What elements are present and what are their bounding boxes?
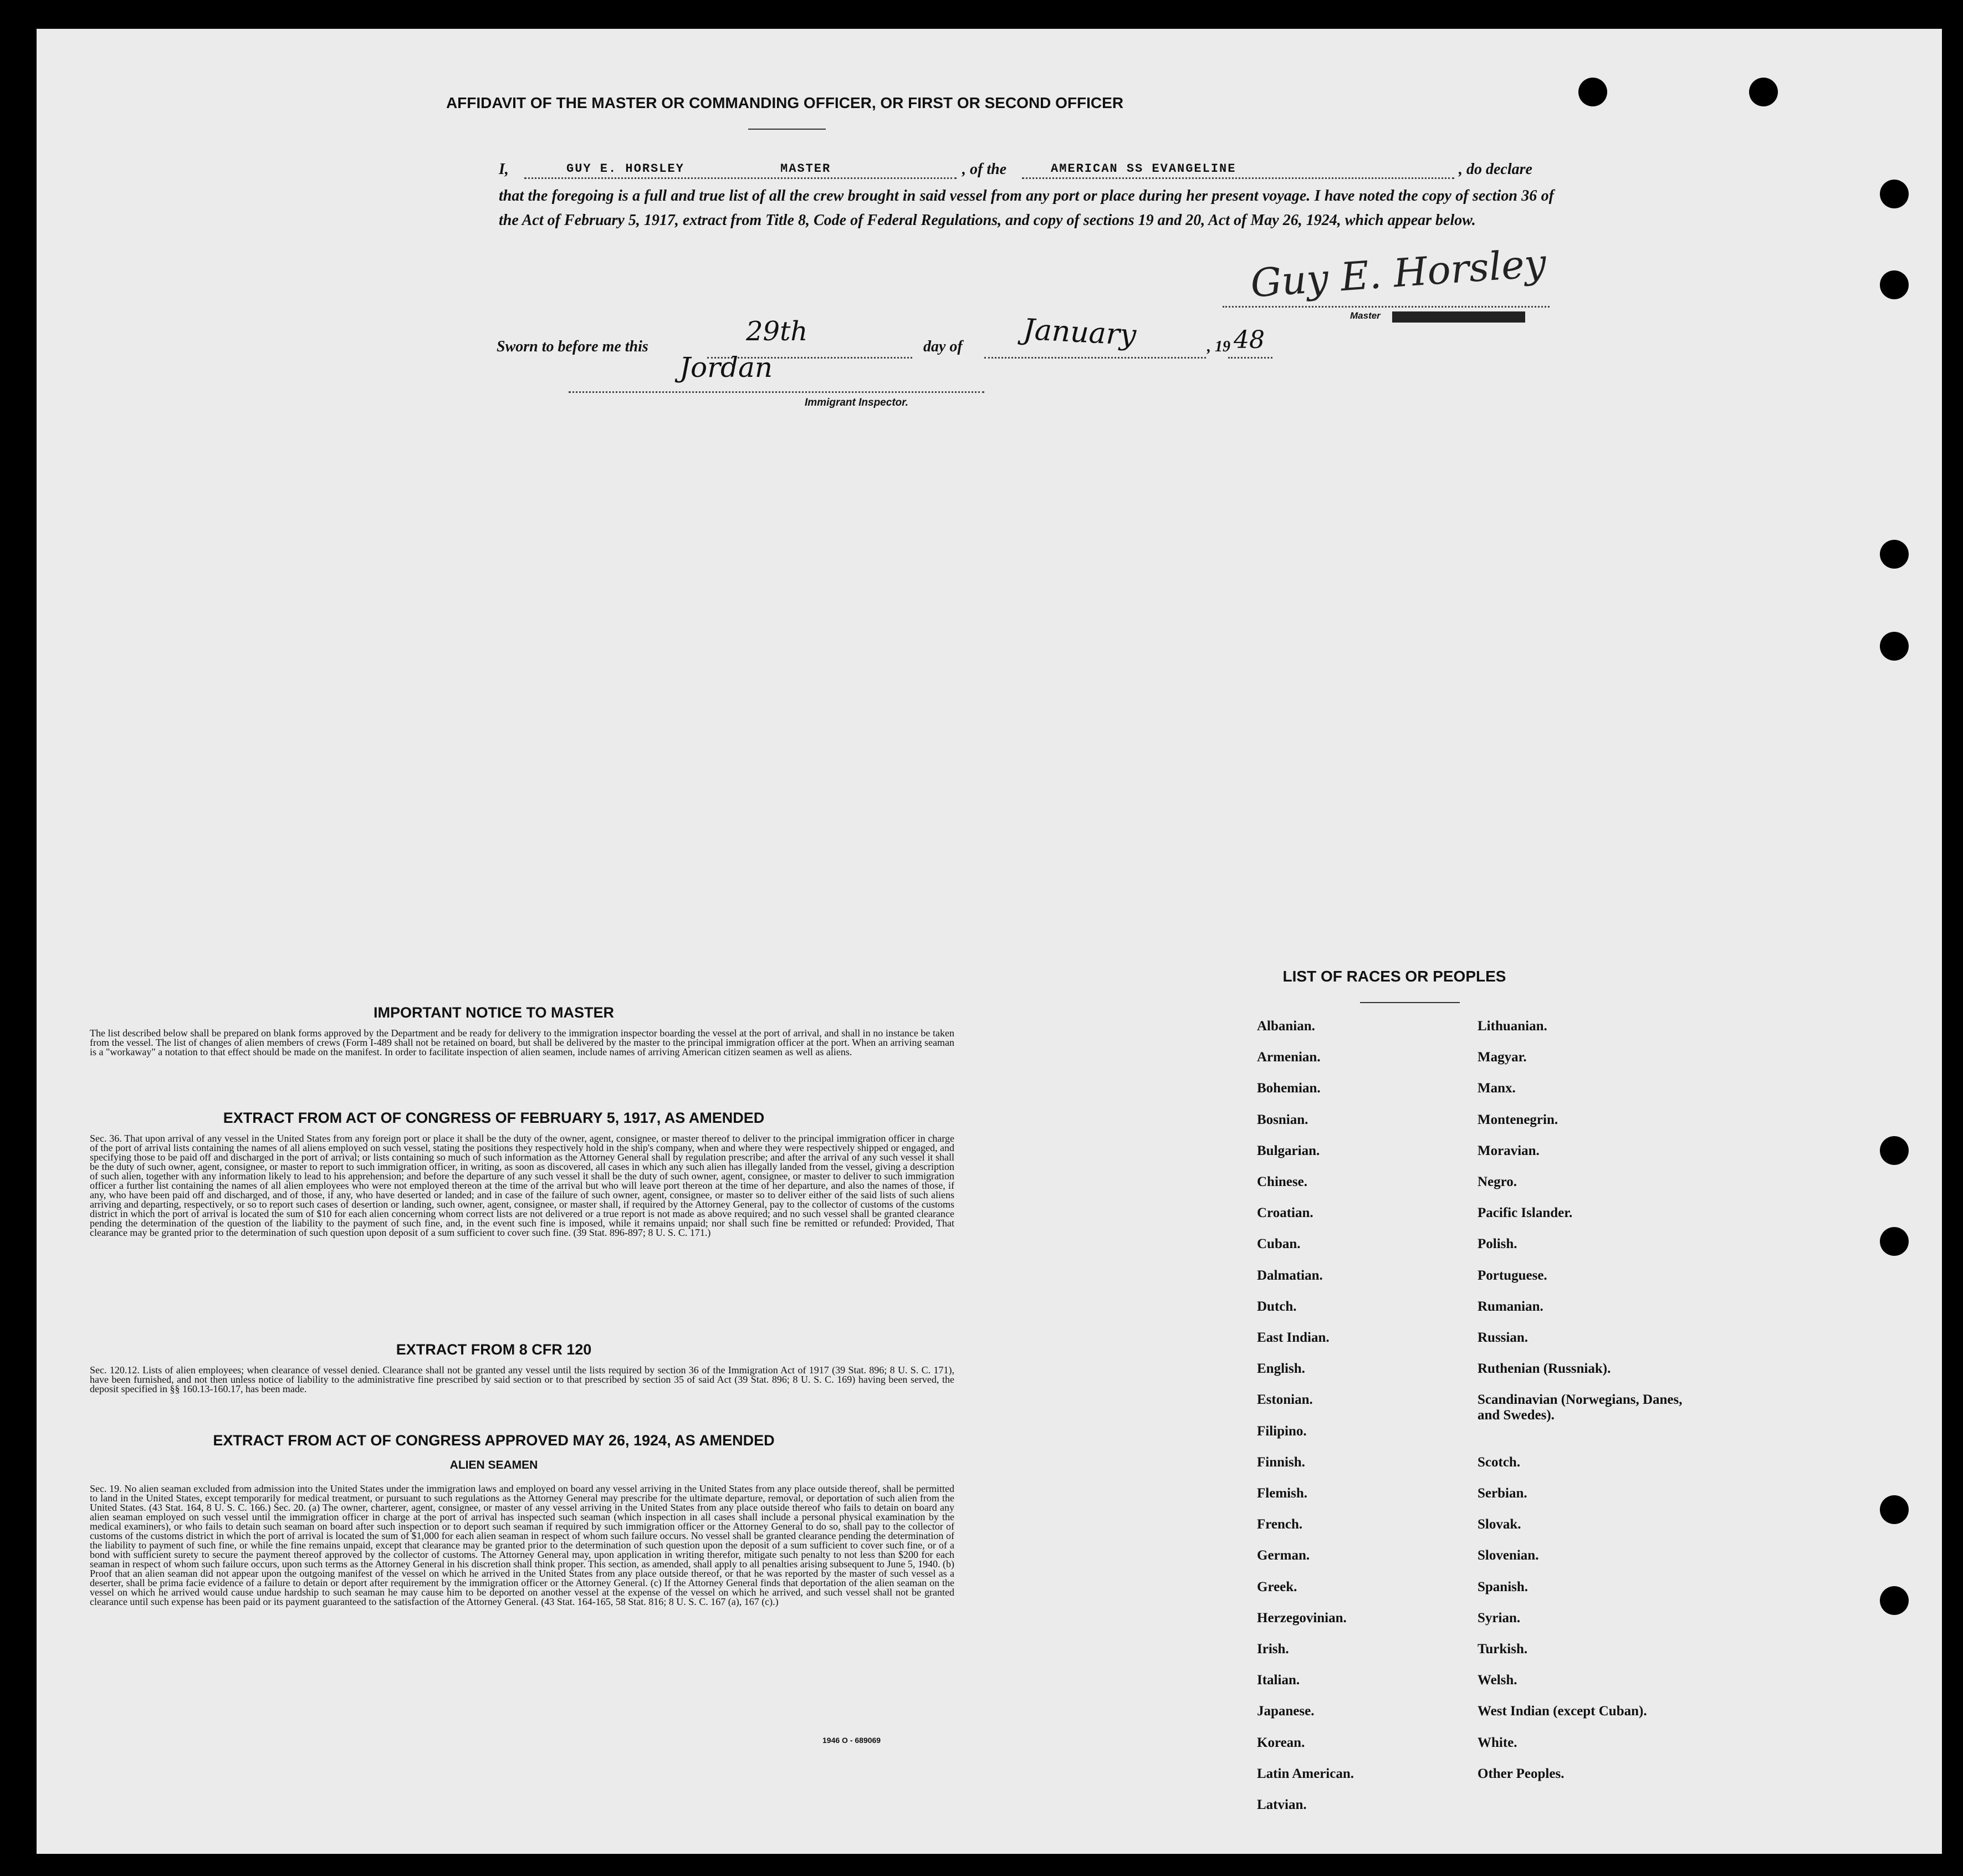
race-item: Magyar. xyxy=(1478,1050,1527,1065)
rank-field: MASTER xyxy=(780,162,831,176)
punch-hole xyxy=(1880,1586,1909,1615)
race-item: Spanish. xyxy=(1478,1579,1529,1594)
race-item: Pacific Islander. xyxy=(1478,1205,1573,1221)
punch-hole xyxy=(1880,1136,1909,1165)
race-item: Moravian. xyxy=(1478,1143,1540,1158)
inspector-signature: Jordan xyxy=(679,351,773,384)
master-name-field: GUY E. HORSLEY xyxy=(566,162,684,176)
declaration-i: I, xyxy=(499,161,509,178)
race-item: Bulgarian. xyxy=(1257,1143,1320,1158)
race-item: White. xyxy=(1478,1735,1517,1750)
race-item: Dalmatian. xyxy=(1257,1267,1323,1283)
race-item: Dutch. xyxy=(1257,1299,1297,1314)
name-dotted-line xyxy=(524,177,957,179)
year-dotted-line xyxy=(1228,357,1272,359)
race-item: Greek. xyxy=(1257,1579,1297,1594)
race-item: English. xyxy=(1257,1361,1305,1377)
race-item: Slovenian. xyxy=(1478,1548,1539,1563)
races-title: LIST OF RACES OR PEOPLES xyxy=(1282,968,1506,985)
race-item: Manx. xyxy=(1478,1081,1516,1096)
day-of-label: day of xyxy=(923,338,963,355)
punch-hole xyxy=(1880,540,1909,569)
race-item: Korean. xyxy=(1257,1735,1305,1750)
notice-body: The list described below shall be prepared on blank forms approved by the Department and be ready for delivery to the immigration inspector boarding the vessel at the port of arrival, and shall in no instance be taken from the vessel. The list of changes of alien members of crews (Form I-489 shall not be retained on board, but shall be delivered by the master to the principal immigration officer at the port. When an arriving seaman is a "workaway" a notation to that effect should be made on the manifest. In order to facilitate inspection of alien seamen, include names of arriving American citizen seamen as well as aliens. xyxy=(90,1028,954,1057)
punch-hole xyxy=(1880,270,1909,299)
race-item: Cuban. xyxy=(1257,1236,1301,1252)
race-item: Albanian. xyxy=(1257,1019,1315,1034)
race-item: Montenegrin. xyxy=(1478,1112,1558,1127)
race-item: West Indian (except Cuban). xyxy=(1478,1704,1647,1719)
inspector-label: Immigrant Inspector. xyxy=(805,397,908,408)
affidavit-title: AFFIDAVIT OF THE MASTER OR COMMANDING OFFICER, OR FIRST OR SECOND OFFICER xyxy=(446,94,1124,111)
declaration-body: that the foregoing is a full and true list of all the crew brought in said vessel from any port or place during her present voyage. I have noted the copy of section 36 of the Act of February 5, 1917, extract from Title 8, Code of Federal Regulations, and copy of sections 19 and 20, Act of May 26, 1924, which appear below. xyxy=(499,187,1554,229)
extract-1917-body: Sec. 36. That upon arrival of any vessel in the United States from any foreign port or place it shall be the duty of the owner, agent, consignee, or master thereof to deliver to the principal immigration officer in charge of the port of arrival lists containing the names of all aliens employed on such vessel, stating the positions they respectively hold in the ship's company, when and where they were respectively shipped or engaged, and specifying those to be paid off and discharged in the port of arrival; or lists containing so much of such information as the Attorney General shall by regulation prescribe; and after the arrival of any such vessel it shall be the duty of such owner, agent, consignee, or master to report to such immigration officer, in writing, as soon as discovered, all cases in which any such alien has illegally landed from the vessel, giving a description of such alien, together with any information likely to lead to his apprehension; and before the departure of any such vessel it shall be the duty of such owner, agent, consignee, or master to deliver to such immigration officer a further list containing the names of all alien employees who were not employed thereon at the time of the arrival but who will leave port thereon at the time of her departure, and also the names of those, if any, who have been paid off and discharged, and of those, if any, who have deserted or landed; and in case of the failure of such owner, agent, consignee, or master so to deliver either of the said lists of such aliens arriving and departing, respectively, or so to report such cases of desertion or landing, such owner, agent, consignee, or master shall, if required by the Attorney General, pay to the collector of customs of the customs district in which the port of arrival is located the sum of $10 for each alien concerning whom correct lists are not delivered or a true report is not made as above required; and no such vessel shall be granted clearance pending the determination of the question of the liability to the payment of such fine, and, in the event such fine is imposed, while it remains unpaid; nor shall such fine be remitted or refunded: Provided, That clearance may be granted prior to the determination of such question upon deposit of a sum sufficient to cover such fine. (39 Stat. 896-897; 8 U. S. C. 171.) xyxy=(90,1133,954,1238)
vessel-field: AMERICAN SS EVANGELINE xyxy=(1051,162,1236,176)
race-item: Armenian. xyxy=(1257,1050,1321,1065)
race-item: Scandinavian (Norwegians, Danes, and Swedes). xyxy=(1478,1392,1683,1423)
race-item: Slovak. xyxy=(1478,1517,1521,1532)
do-declare-label: , do declare xyxy=(1459,161,1532,178)
race-item: Croatian. xyxy=(1257,1205,1313,1221)
extract-cfr-title: EXTRACT FROM 8 CFR 120 xyxy=(396,1341,592,1358)
race-item: Russian. xyxy=(1478,1330,1529,1345)
race-item: Estonian. xyxy=(1257,1392,1313,1408)
sworn-year: 48 xyxy=(1234,326,1265,354)
punch-hole xyxy=(1880,1227,1909,1256)
race-item: Italian. xyxy=(1257,1673,1300,1688)
race-item: Portuguese. xyxy=(1478,1267,1547,1283)
title-rule xyxy=(748,129,826,130)
print-code: 1946 O - 689069 xyxy=(822,1736,881,1745)
of-the-label: , of the xyxy=(962,161,1007,178)
punch-hole xyxy=(1749,78,1778,106)
punch-hole xyxy=(1880,632,1909,661)
extract-1924-body: Sec. 19. No alien seaman excluded from admission into the United States under the immigration laws and employed on board any vessel arriving in the United States from any place outside thereof, shall be permitted to land in the United States, except temporarily for medical treatment, or pursuant to such regulations as the Attorney General may prescribe for the ultimate departure, removal, or deportation of such alien from the United States. (43 Stat. 164, 8 U. S. C. 166.) Sec. 20. (a) The owner, charterer, agent, consignee, or master of any vessel arriving in the United States from any place outside thereof who fails to detain on board any alien seaman employed on such vessel until the immigration officer in charge at the port of arrival has inspected such seaman (which inspection in all cases shall include a personal physical examination by the medical examiners), or who fails to detain such seaman on board after such inspection or to deport such seaman if required by such immigration officer or the Attorney General to do so, shall pay to the collector of customs of the customs district in which the port of arrival is located the sum of $1,000 for each alien seaman in respect of whom such failure occurs. No vessel shall be granted clearance pending the determination of the liability to payment of such fine, or while the fine remains unpaid, except that clearance may be granted prior to the determination of such question upon the deposit of a sum sufficient to cover such fine, or of a bond with sufficient surety to secure the payment thereof approved by the collector of customs. The Attorney General may, upon application in writing therefor, mitigate such penalty to not less than $200 for each seaman in respect of whom such failure occurs, upon such terms as the Attorney General in his discretion shall think proper. This section, as amended, shall apply to all penalties arising subsequent to June 5, 1940. (b) Proof that an alien seaman did not appear upon the outgoing manifest of the vessel on which he arrived in the United States from any place outside thereof, or that he was reported by the master of such vessel as a deserter, shall be prima facie evidence of a failure to detain or deport after requirement by the immigration officer or the Attorney General. (c) If the Attorney General finds that deportation of the alien seaman on the vessel on which he arrived would cause undue hardship to such seaman he may cause him to be deported on another vessel at the expense of the vessel on which he arrived, and such vessel shall not be granted clearance until such expense has been paid or its payment guaranteed to the satisfaction of the Attorney General. (43 Stat. 164-165, 58 Stat. 816; 8 U. S. C. 167 (a), 167 (c).) xyxy=(90,1483,954,1607)
race-item: Chinese. xyxy=(1257,1174,1307,1189)
race-item: Bohemian. xyxy=(1257,1081,1321,1096)
race-item: Finnish. xyxy=(1257,1454,1305,1470)
race-item: Ruthenian (Russniak). xyxy=(1478,1361,1611,1377)
race-item: Bosnian. xyxy=(1257,1112,1308,1127)
vessel-dotted-line xyxy=(1022,177,1454,179)
extract-1917-title: EXTRACT FROM ACT OF CONGRESS OF FEBRUARY 5, 1917, AS AMENDED xyxy=(223,1110,765,1126)
month-dotted-line xyxy=(984,357,1206,359)
sworn-day: 29th xyxy=(746,316,808,347)
redaction-bar xyxy=(1392,311,1525,323)
race-item: Other Peoples. xyxy=(1478,1766,1565,1781)
year-prefix: , 19 xyxy=(1207,338,1230,355)
race-item: Latvian. xyxy=(1257,1797,1307,1812)
race-item: Turkish. xyxy=(1478,1642,1528,1657)
race-item: French. xyxy=(1257,1517,1303,1532)
race-item: Scotch. xyxy=(1478,1454,1521,1470)
extract-cfr-body: Sec. 120.12. Lists of alien employees; when clearance of vessel denied. Clearance shall not be granted any vessel until the lists required by section 36 of the Immigration Act of 1917 (39 Stat. 896; 8 U. S. C. 171), have been furnished, and not then unless notice of liability to the administrative fine prescribed by said section or to that prescribed by section 35 of said Act (39 Stat. 896; 8 U. S. C. 169) having been served, the deposit specified in §§ 160.13-160.17, has been made. xyxy=(90,1364,954,1394)
master-signature: Guy E. Horsley xyxy=(1249,240,1548,306)
race-item: Lithuanian. xyxy=(1478,1019,1547,1034)
race-item: German. xyxy=(1257,1548,1310,1563)
notice-title: IMPORTANT NOTICE TO MASTER xyxy=(374,1004,614,1021)
punch-hole xyxy=(1880,1495,1909,1524)
race-item: Irish. xyxy=(1257,1642,1289,1657)
race-item: Flemish. xyxy=(1257,1486,1307,1501)
race-item: Filipino. xyxy=(1257,1423,1307,1439)
race-item: Serbian. xyxy=(1478,1486,1527,1501)
race-item: Latin American. xyxy=(1257,1766,1354,1781)
inspector-line xyxy=(569,391,984,393)
master-signature-line xyxy=(1223,306,1550,308)
race-item: East Indian. xyxy=(1257,1330,1330,1345)
punch-hole xyxy=(1578,78,1607,106)
sworn-month: January xyxy=(1022,313,1137,352)
sworn-label: Sworn to before me this xyxy=(497,338,648,355)
race-item: Japanese. xyxy=(1257,1704,1315,1719)
race-item: Rumanian. xyxy=(1478,1299,1543,1314)
race-item: Syrian. xyxy=(1478,1610,1521,1625)
extract-1924-title: EXTRACT FROM ACT OF CONGRESS APPROVED MAY 26, 1924, AS AMENDED xyxy=(213,1432,775,1449)
punch-hole xyxy=(1880,180,1909,208)
races-title-rule xyxy=(1360,1002,1460,1003)
alien-seamen-subtitle: ALIEN SEAMEN xyxy=(449,1459,538,1471)
race-item: Herzegovinian. xyxy=(1257,1610,1347,1625)
document-page xyxy=(37,29,1942,1854)
race-item: Polish. xyxy=(1478,1236,1517,1252)
race-item: Negro. xyxy=(1478,1174,1517,1189)
race-item: Welsh. xyxy=(1478,1673,1517,1688)
master-label: Master xyxy=(1350,310,1381,321)
